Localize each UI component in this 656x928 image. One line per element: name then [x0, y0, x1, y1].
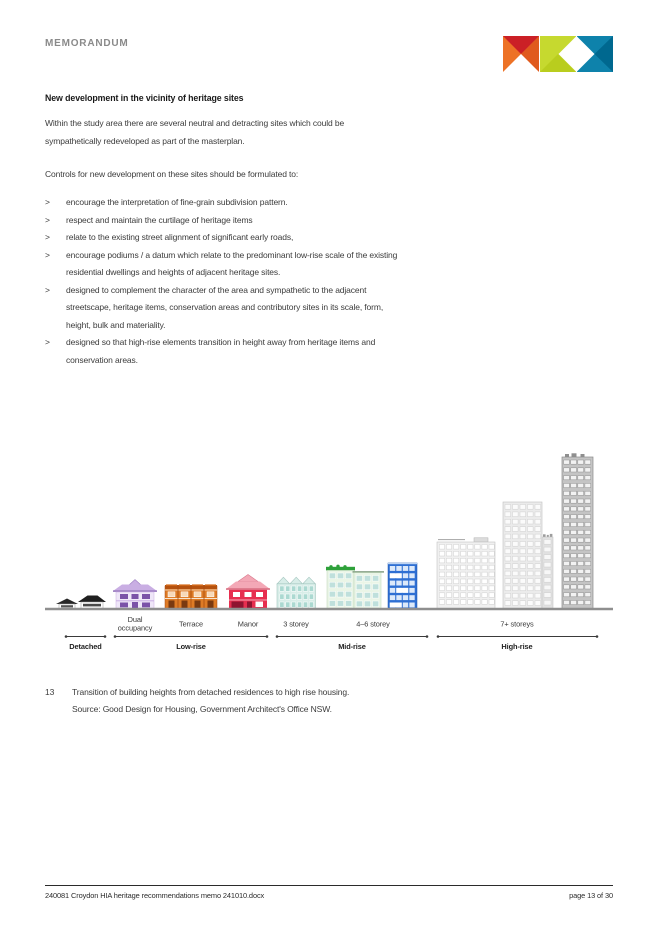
- brand-logo-icon: [503, 36, 613, 72]
- footer: [45, 891, 613, 900]
- typology-label: occupancy: [117, 623, 153, 633]
- group-label-high-rise: High-rise: [501, 642, 533, 651]
- building-tower-10-storey: [437, 538, 495, 609]
- list-item: > relate to the existing street alignment of significant early roads,: [45, 232, 294, 242]
- page-title: MEMORANDUM: [45, 38, 129, 49]
- building-4-6-storey-green: [326, 565, 384, 609]
- intro-paragraph: Within the study area there are several neutral and detracting sites which could be sympathetically redeveloped as part of the masterplan.: [45, 118, 345, 146]
- typology-label: Terrace: [179, 619, 203, 629]
- building-3-storey: [277, 577, 316, 609]
- controls-lead-paragraph: Controls for new development on these sites should be formulated to:: [45, 169, 299, 179]
- typology-label: 7+ storeys: [500, 619, 534, 629]
- building-terrace: [165, 584, 217, 609]
- typology-label: 3 storey: [283, 619, 309, 629]
- group-label-detached: Detached: [69, 642, 102, 651]
- list-item: > respect and maintain the curtilage of heritage items: [45, 214, 253, 225]
- building-manor: [226, 575, 270, 610]
- list-item: > encourage the interpretation of fine-grain subdivision pattern.: [45, 197, 288, 207]
- building-dual-occupancy: [113, 580, 157, 610]
- building-4-6-storey-blue: [388, 563, 417, 609]
- footer-filename: 240081 Croydon HIA heritage recommendations memo 241010.docx: [45, 891, 265, 900]
- building-tower-20-storey: [562, 453, 593, 609]
- list-item: > designed to complement the character of the area and sympathetic to the adjacent streetscape, heritage items, conservation areas and contributory sites in its scale, form, height, bulk and materiality.: [45, 284, 384, 330]
- building-height-transition-figure: [40, 440, 618, 655]
- controls-list: [45, 194, 505, 369]
- section-heading: New development in the vicinity of heritage sites: [45, 93, 244, 103]
- figure-caption: 13 Transition of building heights from detached residences to high rise housing. Source: Good Design for Housing, Government Architect's Office NSW.: [45, 684, 349, 718]
- group-label-low-rise: Low-rise: [176, 642, 206, 651]
- footer-rule: [45, 885, 613, 886]
- typology-label: 4–6 storey: [356, 619, 390, 629]
- list-item: > encourage podiums / a datum which relate to the predominant low-rise scale of the existing residential dwellings and heights of adjacent heritage sites.: [45, 249, 398, 277]
- footer-page-number: page 13 of 30: [569, 891, 613, 900]
- figure-number: 13: [45, 687, 55, 697]
- group-label-mid-rise: Mid-rise: [338, 642, 366, 651]
- typology-label: Manor: [237, 619, 259, 629]
- typology-label: Dual: [127, 615, 143, 624]
- building-detached: [56, 596, 106, 610]
- list-item: > designed so that high-rise elements transition in height away from heritage items and conservation areas.: [45, 337, 376, 365]
- building-tower-14-storey: [503, 502, 553, 609]
